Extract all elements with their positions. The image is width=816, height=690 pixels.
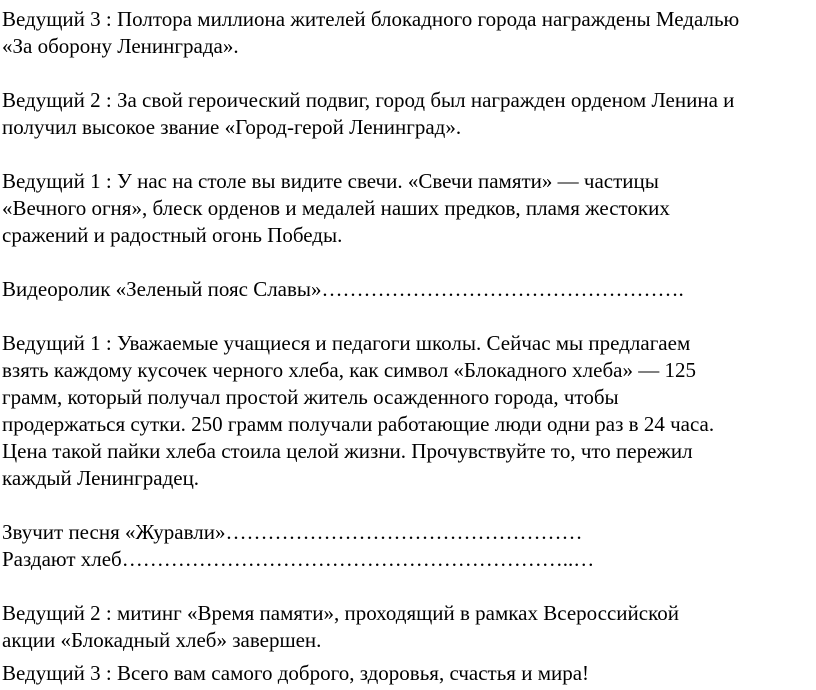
paragraph-line: Ведущий 1 : Уважаемые учащиеся и педагоги школы. Сейчас мы предлагаем	[2, 331, 691, 355]
paragraph-line: Раздают хлеб………………………………………………………..…	[2, 547, 595, 571]
paragraph-line: продержаться сутки. 250 грамм получали работающие люди одни раз в 24 часа.	[2, 412, 715, 436]
paragraph-line: Ведущий 2 : За свой героический подвиг, город был награжден орденом Ленина и	[2, 88, 735, 112]
paragraph-line: Ведущий 3 : Полтора миллиона жителей блокадного города награждены Медалью	[2, 7, 740, 31]
paragraph-line: Звучит песня «Журавли»……………………………………………	[2, 520, 583, 544]
paragraph-line: Ведущий 1 : У нас на столе вы видите свечи. «Свечи памяти» — частицы	[2, 169, 659, 193]
paragraph-line: Видеоролик «Зеленый пояс Славы»…………………………………………….	[2, 277, 684, 301]
paragraph-line: «Вечного огня», блеск орденов и медалей наших предков, пламя жестоких	[2, 196, 670, 220]
paragraph-line: Ведущий 3 : Всего вам самого доброго, здоровья, счастья и мира!	[2, 661, 590, 685]
paragraph-line: сражений и радостный огонь Победы.	[2, 223, 343, 247]
paragraph-line: Цена такой пайки хлеба стоила целой жизни. Прочувствуйте то, что пережил	[2, 439, 693, 463]
paragraph-line: взять каждому кусочек черного хлеба, как символ «Блокадного хлеба» — 125	[2, 358, 696, 382]
paragraph-line: грамм, который получал простой житель осажденного города, чтобы	[2, 385, 619, 409]
paragraph-line: акции «Блокадный хлеб» завершен.	[2, 628, 322, 652]
paragraph-line: «За оборону Ленинграда».	[2, 34, 239, 58]
paragraph-line: получил высокое звание «Город-герой Ленинград».	[2, 115, 462, 139]
paragraph-line: Ведущий 2 : митинг «Время памяти», проходящий в рамках Всероссийской	[2, 601, 679, 625]
paragraph-line: каждый Ленинградец.	[2, 466, 200, 490]
